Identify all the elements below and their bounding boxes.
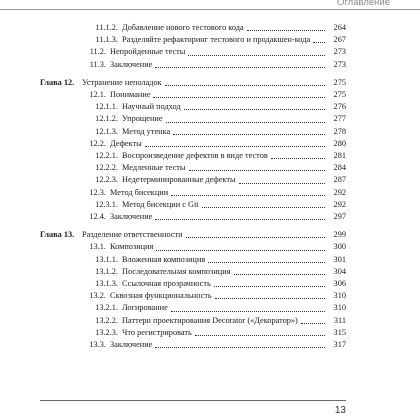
toc-entry-row (40, 254, 346, 266)
toc-entry-row (40, 101, 346, 113)
toc-entry-number: 12.2.1. (95, 151, 118, 161)
toc-entry-title: Логирование (122, 303, 168, 313)
toc-entry-number: 12.4. (89, 212, 106, 222)
toc-entry-number: 13.2.2. (95, 315, 118, 325)
toc-entry-page: 317 (333, 340, 346, 350)
toc-dot-leader (214, 286, 325, 287)
toc-entry-row (40, 302, 346, 314)
toc-entry-title: Заключение (110, 212, 153, 222)
toc-dot-leader (189, 170, 326, 171)
toc-entry-page: 275 (333, 90, 346, 100)
toc-entry-number: 12.1.3. (95, 126, 118, 136)
toc-entry-page: 273 (333, 59, 346, 69)
footer-rule (40, 400, 346, 401)
toc-entry-row (40, 266, 346, 278)
toc-entry-row (40, 174, 346, 186)
toc-entry-title: Ссылочная прозрачность (122, 279, 211, 289)
toc-entry-title: Разделяйте рефакторинг тестового и продакшен-кода (122, 35, 311, 45)
toc-entry-title: Метод бисекции (110, 187, 169, 197)
toc-entry-row (40, 150, 346, 162)
toc-entry-page: 300 (333, 242, 346, 252)
toc-entry-title: Упрощение (122, 114, 163, 124)
toc-dot-leader (301, 323, 325, 324)
toc-entry-row (40, 162, 346, 174)
toc-dot-leader (173, 134, 325, 135)
toc-entry-row (40, 89, 346, 101)
toc-entry-page: 292 (333, 187, 346, 197)
toc-entry-page: 299 (333, 230, 346, 240)
toc-entry-number: 12.2.2. (95, 163, 118, 173)
toc-entry-row (40, 113, 346, 125)
toc-entry-number: 13.1.2. (95, 266, 118, 276)
toc-entry-row (40, 339, 346, 351)
toc-dot-leader (165, 85, 325, 86)
toc-entry-title: Композиция (110, 242, 154, 252)
toc-dot-leader (195, 335, 325, 336)
toc-entry-page: 267 (333, 35, 346, 45)
toc-entry-title: Недетерминированные дефекты (122, 175, 236, 185)
toc-entry-row (40, 138, 346, 150)
toc-entry-number: 13.1. (89, 242, 106, 252)
header-bar (0, 0, 420, 10)
toc-entry-page: 280 (333, 138, 346, 148)
toc-entry-title: Заключение (110, 340, 153, 350)
toc-entry-page: 276 (333, 102, 346, 112)
toc-entry-number: Глава 13. (40, 230, 75, 240)
toc-entry-row (40, 290, 346, 302)
toc-entry-number: 13.2. (89, 291, 106, 301)
toc-entry-title: Метод бисекции с Git (122, 199, 199, 209)
toc-entry-page: 277 (333, 114, 346, 124)
toc-entry-title: Непройденные тесты (110, 47, 186, 57)
table-of-contents (40, 22, 346, 351)
toc-entry-row (40, 278, 346, 290)
toc-dot-leader (171, 195, 325, 196)
toc-entry-title: Паттерн проектирования Decorator («Декоратор») (122, 315, 298, 325)
toc-entry-number: 13.1.1. (95, 254, 118, 264)
toc-entry-row (40, 126, 346, 138)
toc-dot-leader (234, 274, 326, 275)
toc-entry-page: 310 (333, 291, 346, 301)
toc-entry-number: 12.3.1. (95, 199, 118, 209)
toc-entry-row (40, 241, 346, 253)
toc-entry-page: 292 (333, 199, 346, 209)
toc-dot-leader (153, 97, 325, 98)
toc-entry-title: Что регистрировать (122, 327, 192, 337)
toc-dot-leader (155, 347, 325, 348)
toc-dot-leader (166, 122, 325, 123)
toc-entry-row (40, 187, 346, 199)
toc-entry-title: Воспроизведение дефектов в виде тестов (122, 151, 268, 161)
toc-entry-page: 281 (333, 151, 346, 161)
toc-dot-leader (188, 55, 325, 56)
toc-dot-leader (171, 311, 325, 312)
toc-entry-number: 11.2. (89, 47, 106, 57)
toc-entry-number: Глава 12. (40, 77, 75, 87)
toc-entry-number: 13.3. (89, 340, 106, 350)
toc-entry-page: 275 (333, 77, 346, 87)
toc-entry-title: Вложенная композиция (122, 254, 206, 264)
toc-entry-row (40, 327, 346, 339)
running-head: Оглавление (333, 0, 390, 8)
toc-dot-leader (208, 262, 325, 263)
toc-entry-number: 12.1.2. (95, 114, 118, 124)
toc-dot-leader (186, 237, 325, 238)
toc-entry-page: 278 (333, 126, 346, 136)
toc-dot-leader (145, 146, 325, 147)
toc-entry-page: 301 (333, 254, 346, 264)
toc-chapter-row (40, 229, 346, 241)
toc-entry-page: 310 (333, 303, 346, 313)
toc-entry-number: 11.1.3. (95, 35, 118, 45)
toc-dot-leader (313, 42, 325, 43)
toc-entry-number: 13.2.3. (95, 327, 118, 337)
toc-entry-page: 273 (333, 47, 346, 57)
toc-entry-number: 12.1. (89, 90, 106, 100)
toc-entry-number: 11.3. (89, 59, 106, 69)
toc-entry-number: 12.2. (89, 138, 106, 148)
toc-dot-leader (239, 183, 325, 184)
toc-entry-title: Последовательная композиция (122, 266, 231, 276)
toc-entry-row (40, 315, 346, 327)
toc-dot-leader (155, 219, 325, 220)
toc-entry-number: 11.1.2. (95, 23, 118, 32)
toc-dot-leader (247, 30, 325, 31)
toc-entry-title: Метод утенка (122, 126, 171, 136)
toc-dot-leader (271, 158, 325, 159)
toc-entry-title: Понимание (110, 90, 151, 100)
toc-entry-row (40, 199, 346, 211)
toc-entry-page: 284 (333, 163, 346, 173)
toc-entry-number: 12.1.1. (95, 102, 118, 112)
toc-entry-title: Добавление нового тестового кода (122, 23, 244, 32)
toc-entry-title: Дефекты (110, 138, 142, 148)
toc-entry-title: Медленные тесты (122, 163, 186, 173)
toc-entry-number: 13.1.3. (95, 279, 118, 289)
toc-dot-leader (156, 250, 325, 251)
toc-dot-leader (184, 109, 325, 110)
toc-entry-page: 287 (333, 175, 346, 185)
toc-entry-page: 264 (333, 23, 346, 32)
toc-entry-row (40, 59, 346, 71)
toc-chapter-row (40, 77, 346, 89)
toc-entry-row (40, 46, 346, 58)
toc-entry-title: Сквозная функциональность (110, 291, 212, 301)
toc-entry-page: 304 (333, 266, 346, 276)
toc-entry-page: 311 (333, 315, 346, 325)
toc-entry-title: Научный подход (122, 102, 181, 112)
toc-dot-leader (202, 207, 325, 208)
toc-entry-number: 12.2.3. (95, 175, 118, 185)
toc-entry-row (40, 211, 346, 223)
toc-entry-title: Устранение неполадок (82, 77, 162, 87)
toc-entry-page: 315 (333, 327, 346, 337)
toc-entry-page: 297 (333, 212, 346, 222)
toc-dot-leader (215, 298, 325, 299)
toc-entry-title: Заключение (110, 59, 153, 69)
toc-entry-row (40, 22, 346, 34)
toc-entry-title: Разделение ответственности (82, 230, 183, 240)
page-number: 13 (334, 405, 346, 416)
toc-entry-number: 12.3. (89, 187, 106, 197)
toc-entry-number: 13.2.1. (95, 303, 118, 313)
toc-dot-leader (155, 67, 325, 68)
toc-entry-page: 306 (333, 279, 346, 289)
toc-entry-row (40, 34, 346, 46)
